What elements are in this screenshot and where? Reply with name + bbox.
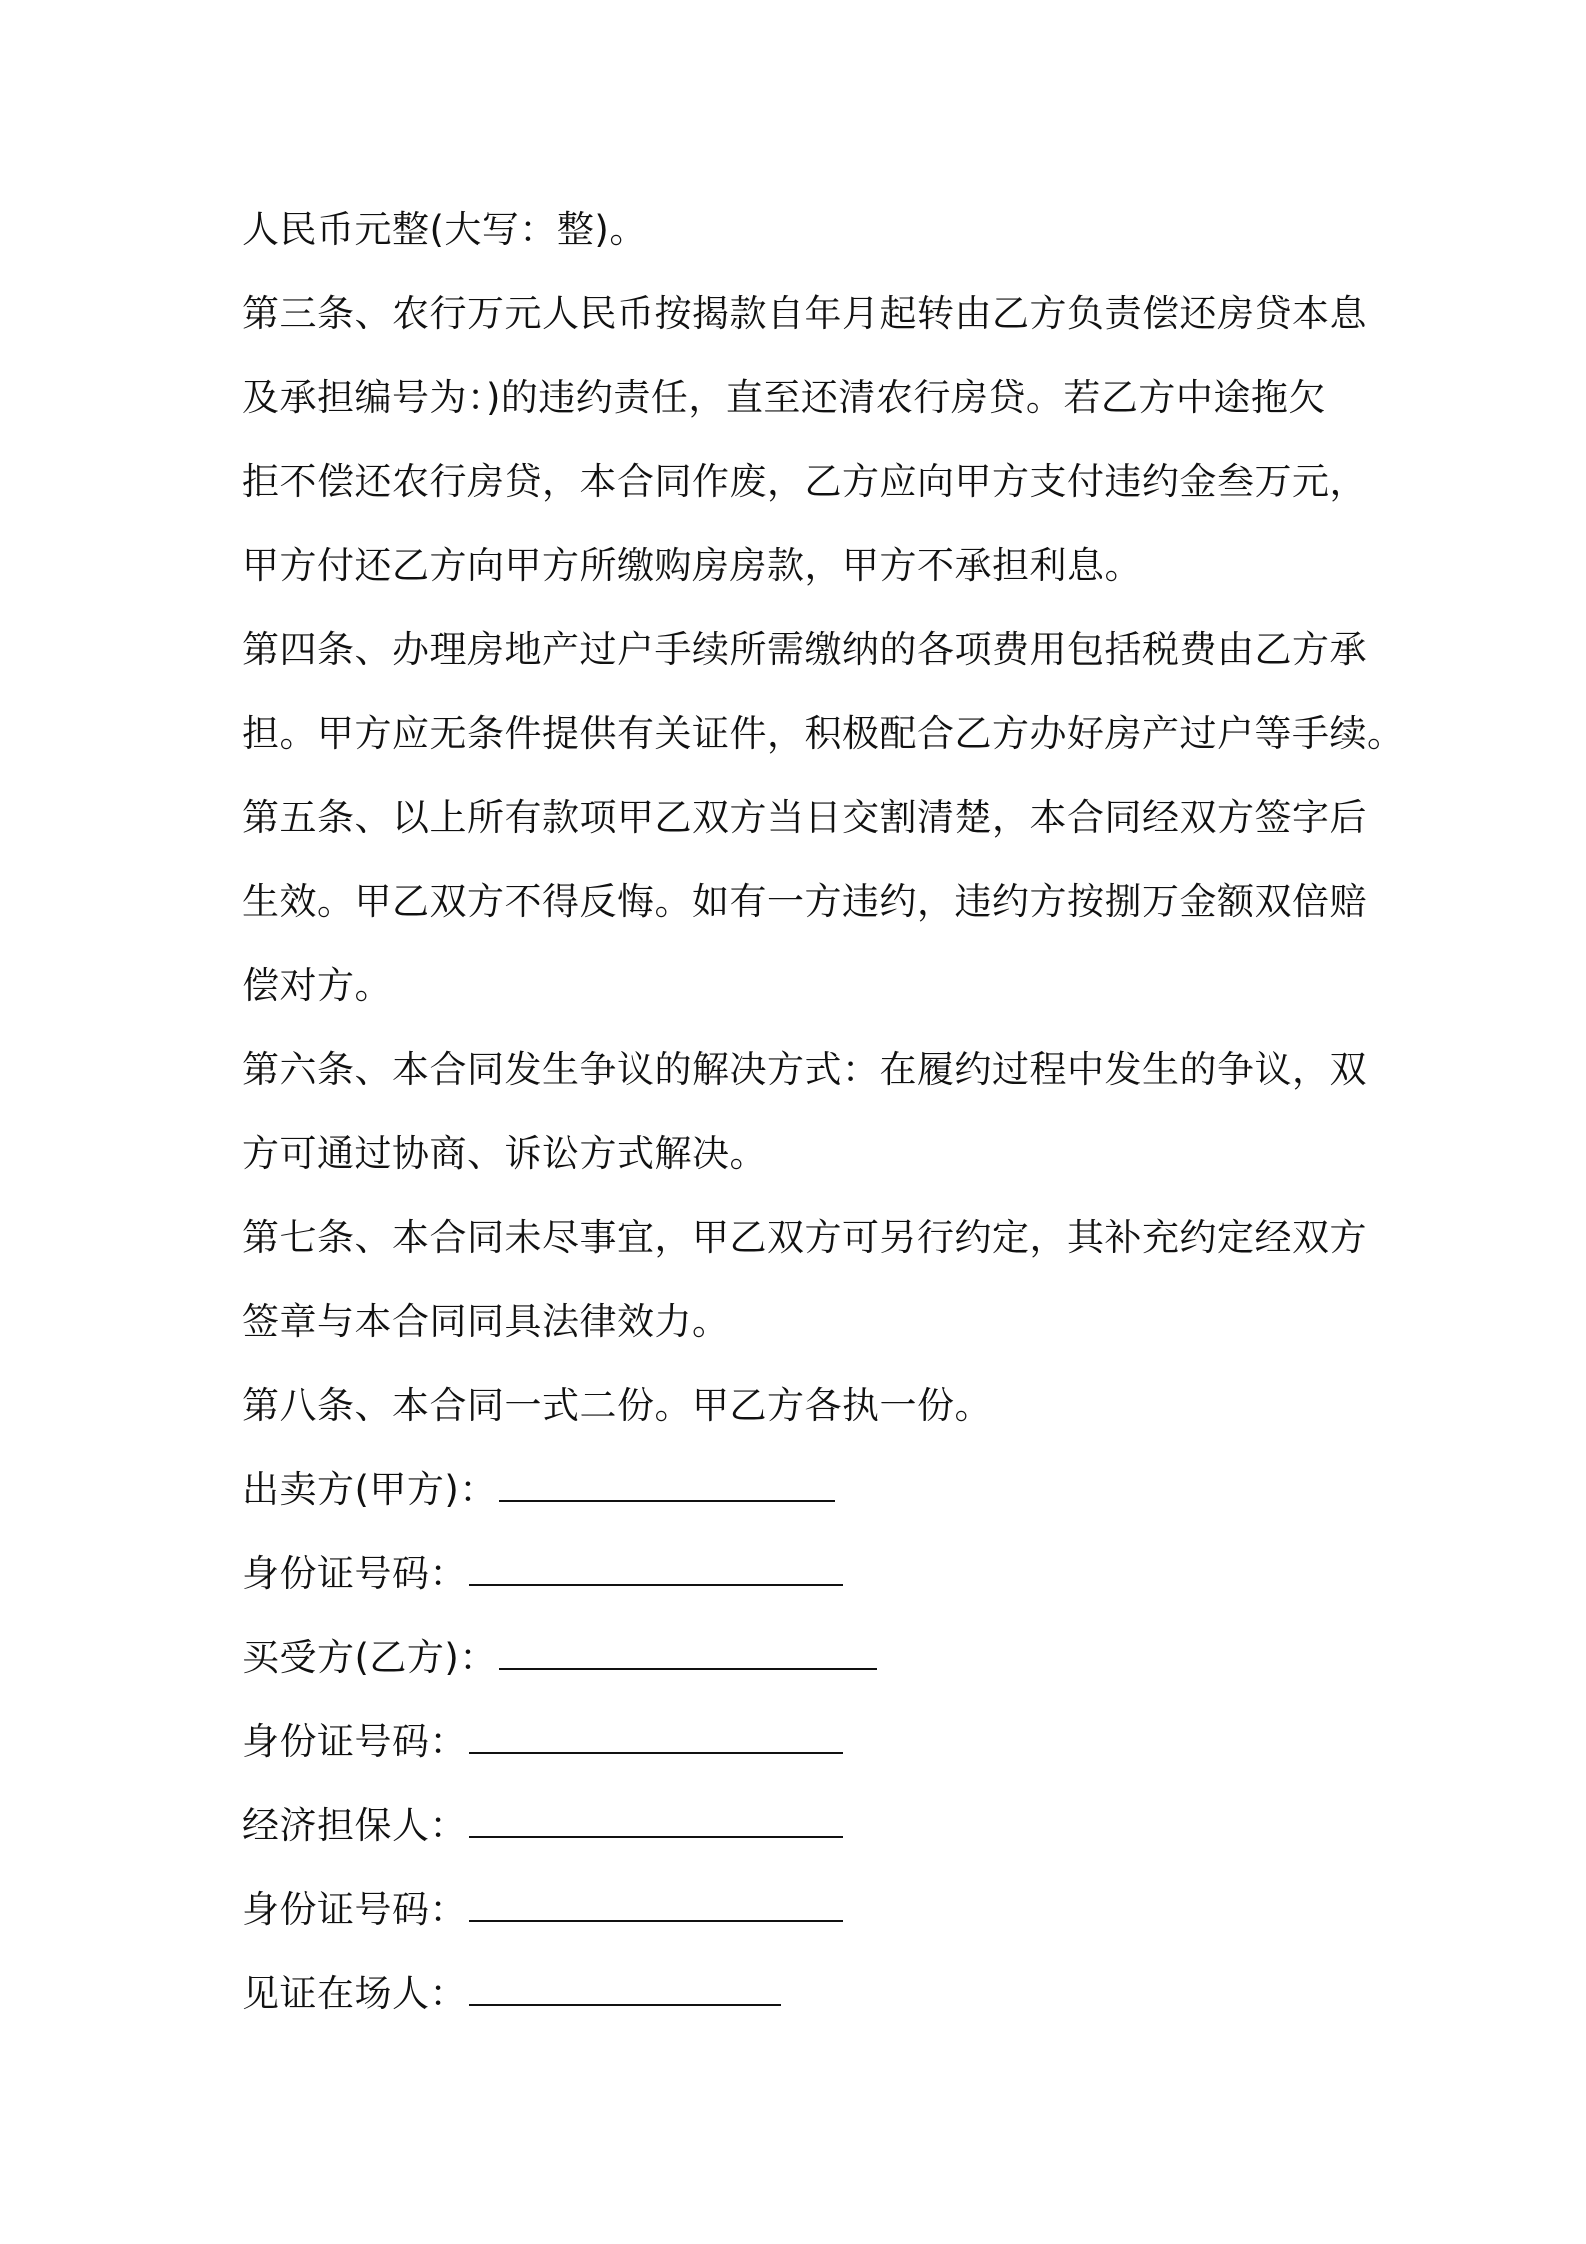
signature-field-seller bbox=[242, 1466, 835, 1514]
signature-blank-witness[interactable] bbox=[469, 1974, 781, 2006]
text-line-10: 偿对方。 bbox=[242, 964, 392, 1007]
signature-field-guarantor bbox=[242, 1802, 843, 1850]
text-line-1: 人民币元整(大写：整)。 bbox=[242, 208, 647, 251]
text-line-9: 生效。甲乙双方不得反悔。如有一方违约，违约方按捌万金额双倍赔 bbox=[242, 880, 1367, 923]
signature-blank-guarantor[interactable] bbox=[469, 1806, 843, 1838]
text-line-13: 第七条、本合同未尽事宜，甲乙双方可另行约定，其补充约定经双方 bbox=[242, 1216, 1367, 1259]
signature-field-buyer bbox=[242, 1634, 877, 1682]
signature-blank-buyer-id[interactable] bbox=[469, 1722, 843, 1754]
signature-field-seller-id bbox=[242, 1550, 843, 1598]
signature-blank-buyer[interactable] bbox=[499, 1638, 877, 1670]
signature-label-witness: 见证在场人： bbox=[242, 1972, 467, 2015]
text-line-11: 第六条、本合同发生争议的解决方式：在履约过程中发生的争议，双 bbox=[242, 1048, 1367, 1091]
text-line-5: 甲方付还乙方向甲方所缴购房房款，甲方不承担利息。 bbox=[242, 544, 1142, 587]
signature-label-seller-id: 身份证号码： bbox=[242, 1552, 467, 1595]
signature-label-guarantor: 经济担保人： bbox=[242, 1804, 467, 1847]
signature-label-guarantor-id: 身份证号码： bbox=[242, 1888, 467, 1931]
text-line-14: 签章与本合同同具法律效力。 bbox=[242, 1300, 730, 1343]
signature-label-seller: 出卖方(甲方)： bbox=[242, 1468, 497, 1511]
signature-field-witness bbox=[242, 1970, 781, 2018]
text-line-15: 第八条、本合同一式二份。甲乙方各执一份。 bbox=[242, 1384, 992, 1427]
signature-field-guarantor-id bbox=[242, 1886, 843, 1934]
signature-label-buyer: 买受方(乙方)： bbox=[242, 1636, 497, 1679]
signature-blank-seller-id[interactable] bbox=[469, 1554, 843, 1586]
text-line-3: 及承担编号为：)的违约责任，直至还清农行房贷。若乙方中途拖欠 bbox=[242, 376, 1326, 419]
signature-label-buyer-id: 身份证号码： bbox=[242, 1720, 467, 1763]
signature-field-buyer-id bbox=[242, 1718, 843, 1766]
text-line-7: 担。甲方应无条件提供有关证件，积极配合乙方办好房产过户等手续。 bbox=[242, 712, 1405, 755]
text-line-2: 第三条、农行万元人民币按揭款自年月起转由乙方负责偿还房贷本息 bbox=[242, 292, 1367, 335]
signature-blank-seller[interactable] bbox=[499, 1470, 835, 1502]
signature-blank-guarantor-id[interactable] bbox=[469, 1890, 843, 1922]
text-line-4: 拒不偿还农行房贷，本合同作废，乙方应向甲方支付违约金叁万元， bbox=[242, 460, 1367, 503]
text-line-12: 方可通过协商、诉讼方式解决。 bbox=[242, 1132, 767, 1175]
text-line-8: 第五条、以上所有款项甲乙双方当日交割清楚，本合同经双方签字后 bbox=[242, 796, 1367, 839]
text-line-6: 第四条、办理房地产过户手续所需缴纳的各项费用包括税费由乙方承 bbox=[242, 628, 1367, 671]
